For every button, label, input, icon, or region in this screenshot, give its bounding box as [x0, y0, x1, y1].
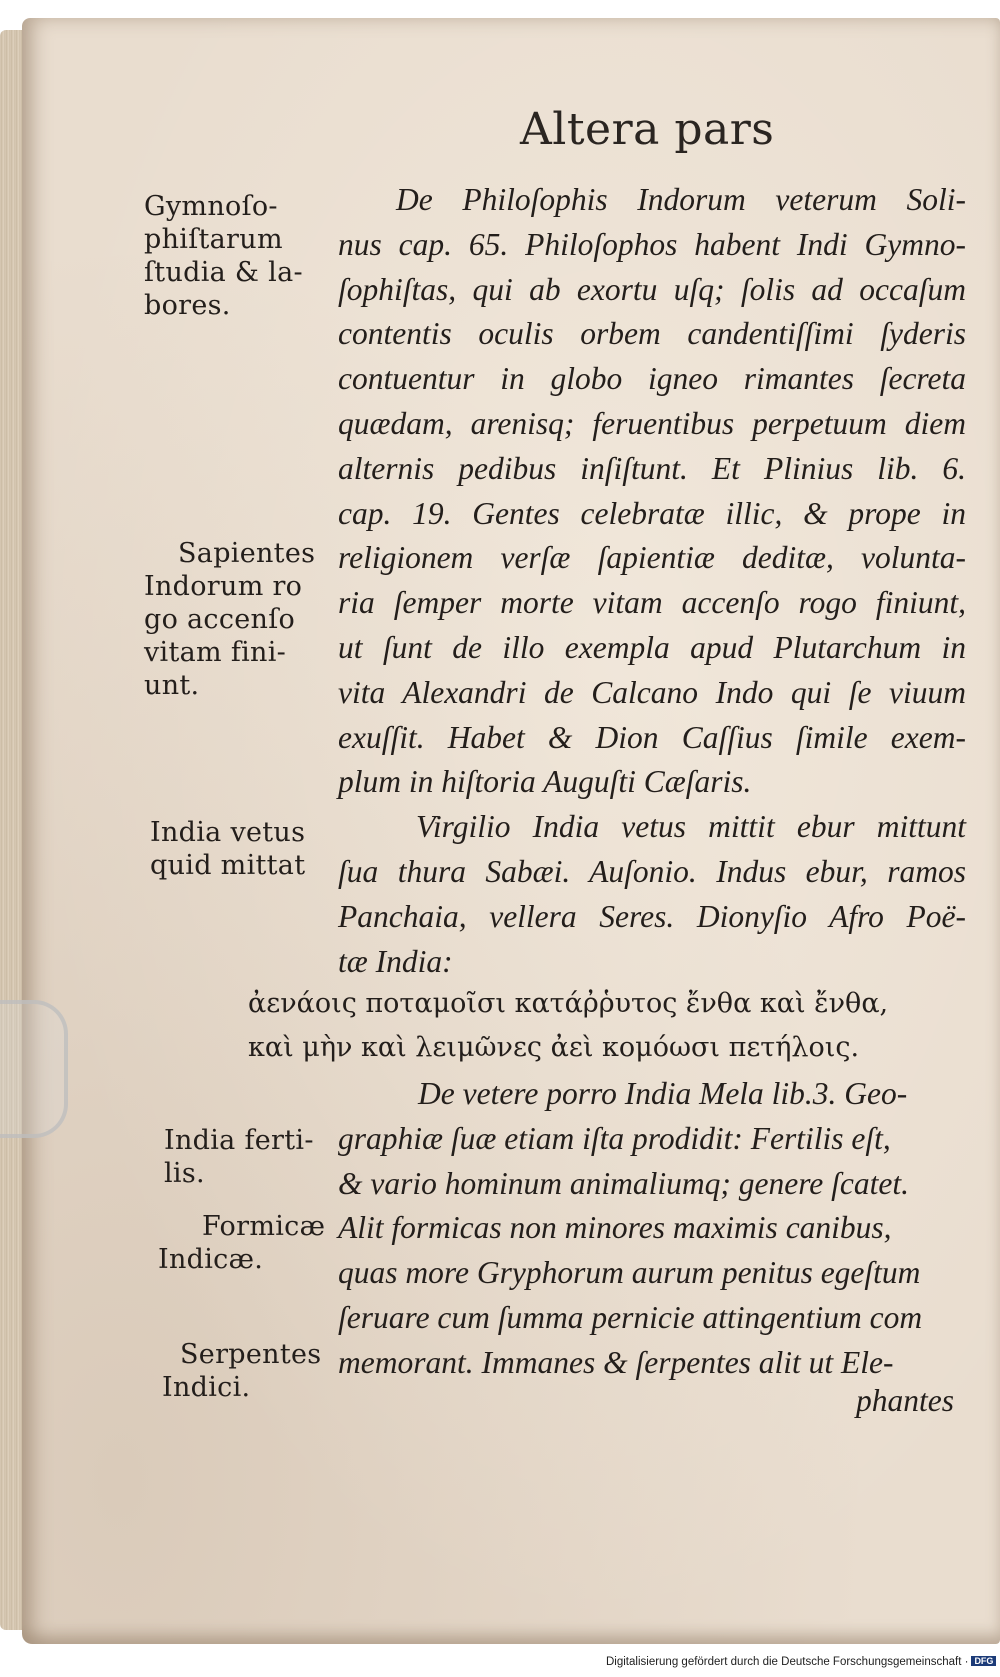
margin-note-line: go accenſo	[144, 604, 296, 635]
running-header: Altera pars	[520, 104, 775, 155]
margin-note-line: Indorum ro	[144, 571, 303, 602]
margin-note-line: India vetus	[150, 817, 306, 848]
margin-note-line: Indici.	[162, 1372, 251, 1403]
margin-note-india-fertilis	[164, 1124, 314, 1190]
text-line: plum in hiſtoria Auguſti Cæſaris.	[338, 764, 752, 800]
margin-note-line: unt.	[144, 670, 200, 701]
text-line: ſophiſtas, qui ab exortu uſq; ſolis ad occaſum	[338, 271, 966, 307]
text-line: quædam, arenisq; feruentibus perpetuum diem	[338, 405, 966, 441]
text-line: Alit formicas non minores maximis canibus,	[338, 1210, 892, 1246]
margin-note-line: phiſtarum	[144, 224, 283, 255]
margin-note-line: lis.	[164, 1158, 205, 1189]
text-line: ut ſunt de illo exempla apud Plutarchum in	[338, 629, 966, 665]
body-text-part-1	[338, 178, 966, 984]
text-line: contuentur in globo igneo rimantes ſecreta	[338, 361, 966, 397]
text-line: religionem verſæ ſapientiæ deditæ, volunta-	[338, 540, 966, 576]
text-line: exuſſit. Habet & Dion Caſſius ſimile exem-	[338, 719, 966, 755]
text-line: vita Alexandri de Calcano Indo qui ſe viuum	[338, 674, 966, 710]
text-line: graphiæ ſuæ etiam iſta prodidit: Fertilis eſt,	[338, 1120, 891, 1156]
text-line: ria ſemper morte vitam accenſo rogo finiunt,	[338, 585, 966, 621]
margin-note-line: ſtudia & la-	[144, 257, 303, 288]
margin-note-line: Sapientes	[178, 538, 316, 569]
margin-note-line: India ferti-	[164, 1125, 314, 1156]
text-line: memorant. Immanes & ſerpentes alit ut Ele-	[338, 1344, 894, 1380]
greek-line: καὶ μὴν καὶ λειμῶνες ἀεὶ κομόωσι πετήλοις.	[248, 1032, 860, 1063]
text-line: ſua thura Sabæi. Auſonio. Indus ebur, ramos	[338, 853, 966, 889]
margin-note-line: vitam fini-	[144, 637, 287, 668]
text-line: & vario hominum animaliumq; genere ſcatet.	[338, 1165, 909, 1201]
margin-note-line: quid mittat	[150, 850, 306, 881]
margin-note-sapientes	[144, 537, 315, 702]
text-line: alternis pedibus inſiſtunt. Et Plinius lib. 6.	[338, 450, 966, 486]
text-line: contentis oculis orbem candentiſſimi ſyderis	[338, 316, 966, 352]
margin-note-line: Indicæ.	[158, 1244, 264, 1275]
margin-note-india-vetus	[150, 816, 305, 882]
footer-text: Digitalisierung gefördert durch die Deutsche Forschungsgemeinschaft ·	[606, 1656, 969, 1668]
margin-note-line: Serpentes	[180, 1339, 322, 1370]
margin-note-line: bores.	[144, 290, 231, 321]
margin-note-serpentes	[162, 1338, 321, 1404]
page-clip	[0, 1000, 68, 1138]
text-line: cap. 19. Gentes celebratæ illic, & prope in	[338, 495, 966, 531]
text-line: nus cap. 65. Philoſophos habent Indi Gymno-	[338, 226, 966, 262]
text-line: Virgilio India vetus mittit ebur mittunt	[416, 809, 966, 845]
text-line: De vetere porro India Mela lib.3. Geo-	[418, 1076, 908, 1111]
greek-line: ἀενάοις ποταμοῖσι κατάῤῥυτος ἔνθα καὶ ἔνθα,	[248, 988, 889, 1019]
margin-note-line: Formicæ	[202, 1211, 326, 1242]
body-text-part-2	[338, 1072, 966, 1386]
text-line: Panchaia, vellera Seres. Dionyſio Afro Poë-	[338, 898, 966, 934]
greek-verse	[248, 982, 966, 1070]
margin-note-gymnosophists	[144, 190, 303, 322]
text-line: ſeruare cum ſumma pernicie attingentium com	[338, 1299, 923, 1335]
text-line: De Philoſophis Indorum veterum Soli-	[396, 182, 966, 217]
digitization-footer	[606, 1656, 996, 1668]
margin-note-line: Gymnoſo-	[144, 191, 278, 222]
catchword: phantes	[856, 1383, 954, 1418]
text-line: tæ India:	[338, 943, 453, 979]
text-line: quas more Gryphorum aurum penitus egeſtum	[338, 1255, 921, 1291]
margin-note-formicae	[158, 1210, 325, 1276]
dfg-logo: DFG	[971, 1656, 996, 1666]
